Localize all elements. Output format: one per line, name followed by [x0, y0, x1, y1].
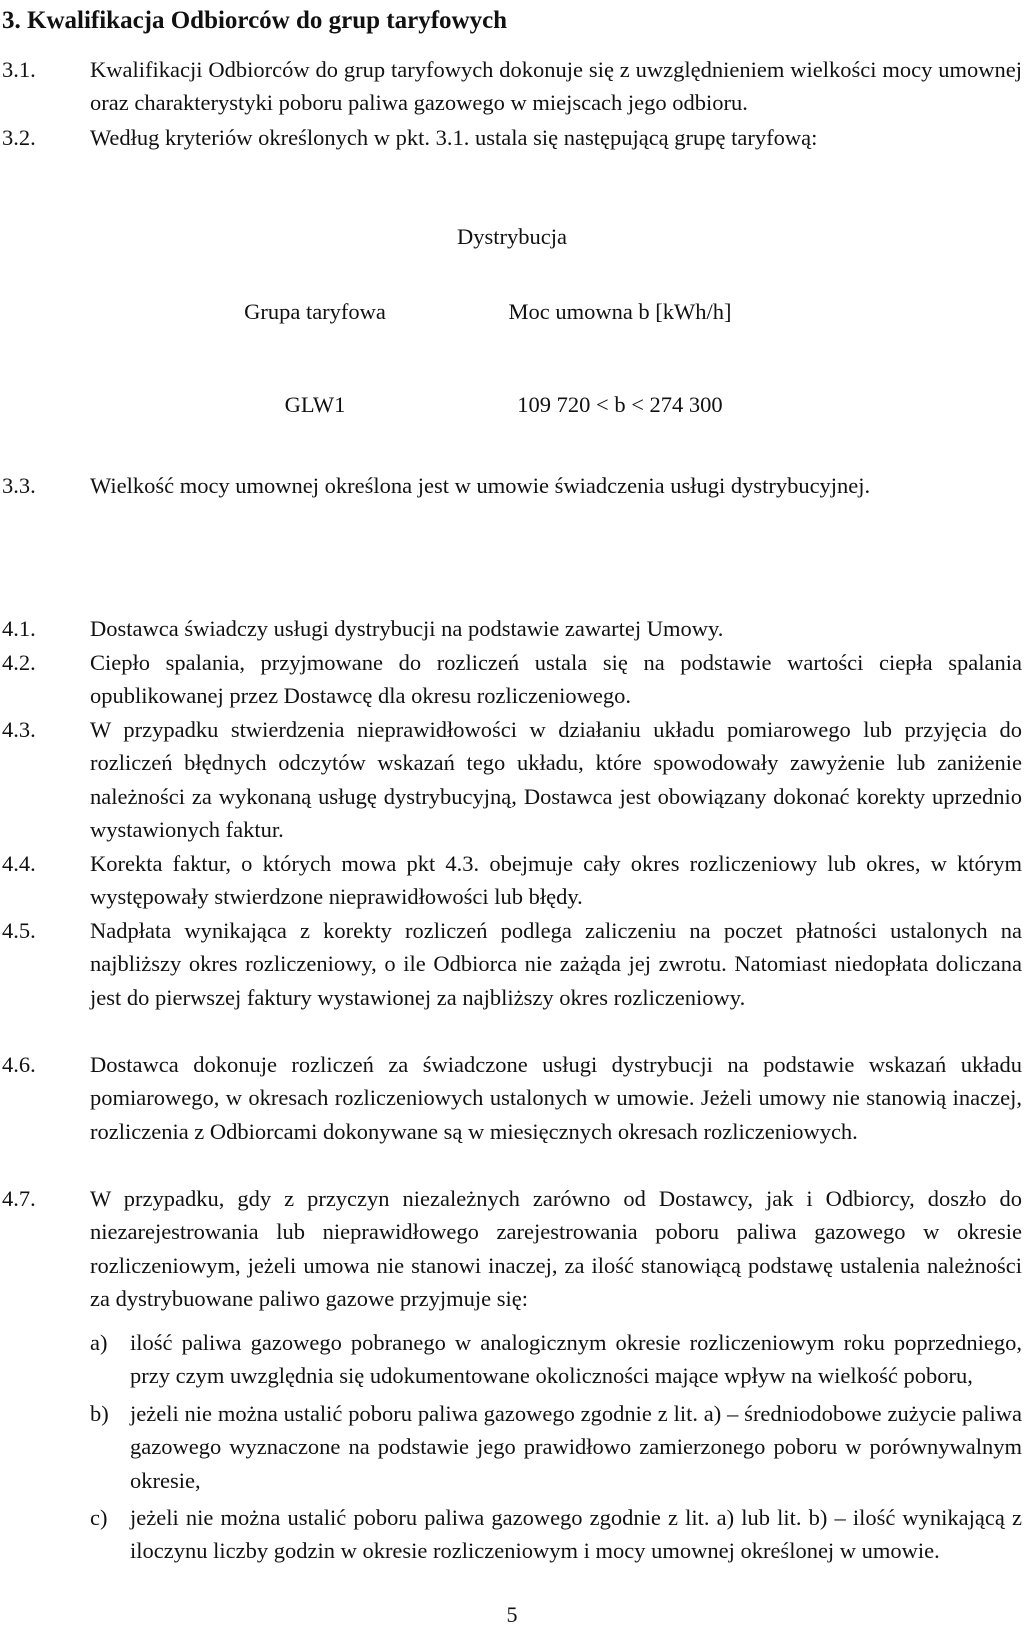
paragraph-number: 4.3. [2, 717, 36, 742]
tariff-table [0, 205, 1024, 455]
table-cell-group: GLW1 [284, 392, 346, 417]
page-number: 5 [506, 1602, 518, 1627]
paragraph-number: 4.6. [2, 1052, 36, 1077]
paragraph-text: Dostawca świadczy usługi dystrybucji na podstawie zawartej Umowy. [90, 616, 724, 641]
paragraph-4-6 [2, 1048, 1022, 1148]
list-letter: a) [90, 1330, 108, 1355]
paragraph-text: Nadpłata wynikająca z korekty rozliczeń podlega zaliczeniu na poczet płatności ustalonych na najbliższy okres rozliczeniowy, o ile Odbiorca nie zażąda jej zwrotu. Natomiast niedopłata doliczana jest do pierwszej faktury wystawionej za najbliższy okres rozliczeniowy. [90, 918, 1022, 1010]
paragraph-number: 4.1. [2, 616, 36, 641]
paragraph-4-4 [2, 847, 1022, 914]
paragraph-text: W przypadku stwierdzenia nieprawidłowości w działaniu układu pomiarowego lub przyjęcia do rozliczeń błędnych odczytów wskazań tego układu, które spowodowały zawyżenie lub zaniżenie należności za wykonaną usługę dystrybucyjną, Dostawca jest obowiązany dokonać korekty uprzednio wystawionych faktur. [90, 717, 1022, 843]
paragraph-4-3 [2, 713, 1022, 847]
list-item [90, 1326, 1022, 1393]
paragraph-text: Według kryteriów określonych w pkt. 3.1. ustala się następującą grupę taryfową: [90, 125, 818, 150]
paragraph-4-7 [2, 1182, 1022, 1316]
paragraph-4-1 [2, 612, 1022, 645]
paragraph-number: 4.4. [2, 851, 36, 876]
paragraph-3-1 [2, 53, 1022, 120]
list-4-7 [90, 1326, 1022, 1568]
paragraph-text: W przypadku, gdy z przyczyn niezależnych zarówno od Dostawcy, jak i Odbiorcy, doszło do niezarejestrowania lub nieprawidłowego zarejestrowania poboru paliwa gazowego w okresie rozliczeniowym, jeżeli umowa nie stanowi inaczej, za ilość stanowiącą podstawę ustalenia należności za dystrybuowane paliwo gazowe przyjmuje się: [90, 1186, 1022, 1312]
paragraph-number: 4.5. [2, 918, 36, 943]
list-text: ilość paliwa gazowego pobranego w analogicznym okresie rozliczeniowym roku poprzedniego, przy czym uwzględnia się udokumentowane okoliczności mające wpływ na wielkość poboru, [130, 1330, 1022, 1389]
paragraph-number: 3.1. [2, 57, 36, 82]
list-item [90, 1501, 1022, 1568]
paragraph-number: 3.2. [2, 125, 36, 150]
paragraph-number: 3.3. [2, 473, 36, 498]
paragraph-text: Korekta faktur, o których mowa pkt 4.3. obejmuje cały okres rozliczeniowy lub okres, w którym występowały stwierdzone nieprawidłowości lub błędy. [90, 851, 1022, 910]
paragraph-number: 4.7. [2, 1186, 36, 1211]
paragraph-number: 4.2. [2, 650, 36, 675]
list-letter: b) [90, 1400, 109, 1426]
table-header-capacity: Moc umowna b [kWh/h] [508, 299, 732, 324]
table-cell-capacity: 109 720 < b < 274 300 [517, 392, 723, 417]
paragraph-4-2 [2, 646, 1022, 713]
paragraph-3-2 [2, 121, 1022, 154]
paragraph-text: Wielkość mocy umownej określona jest w umowie świadczenia usługi dystrybucyjnej. [90, 473, 871, 498]
paragraph-text: Dostawca dokonuje rozliczeń za świadczone usługi dystrybucji na podstawie wskazań układu pomiarowego, w okresach rozliczeniowych ustalonych w umowie. Jeżeli umowy nie stanowią inaczej, rozliczenia z Odbiorcami dokonywane są w miesięcznych okresach rozliczeniowych. [90, 1052, 1022, 1144]
paragraph-4-5 [2, 914, 1022, 1014]
table-header-group: Grupa taryfowa [244, 299, 386, 324]
table-caption: Dystrybucja [457, 224, 567, 249]
paragraph-text: Ciepło spalania, przyjmowane do rozliczeń ustala się na podstawie wartości ciepła spalania opublikowanej przez Dostawcę dla okresu rozliczeniowego. [90, 650, 1022, 709]
list-text: jeżeli nie można ustalić poboru paliwa gazowego zgodnie z lit. a) – średniodobowe zużycie paliwa gazowego wyznaczone na podstawie jego prawidłowo zamierzonego poboru w porównywalnym okresie, [130, 1400, 1022, 1493]
list-letter: c) [90, 1505, 108, 1531]
list-text: jeżeli nie można ustalić poboru paliwa gazowego zgodnie z lit. a) lub lit. b) – ilość wynikającą z iloczynu liczby godzin w okresie rozliczeniowym i mocy umownej określonej w umowie. [130, 1505, 1022, 1564]
list-item [90, 1397, 1022, 1497]
section-title: 3. Kwalifikacja Odbiorców do grup taryfowych [2, 7, 508, 34]
paragraph-text: Kwalifikacji Odbiorców do grup taryfowych dokonuje się z uwzględnieniem wielkości mocy umownej oraz charakterystyki poboru paliwa gazowego w miejscach jego odbioru. [90, 57, 1022, 116]
paragraph-3-3 [2, 469, 1022, 502]
